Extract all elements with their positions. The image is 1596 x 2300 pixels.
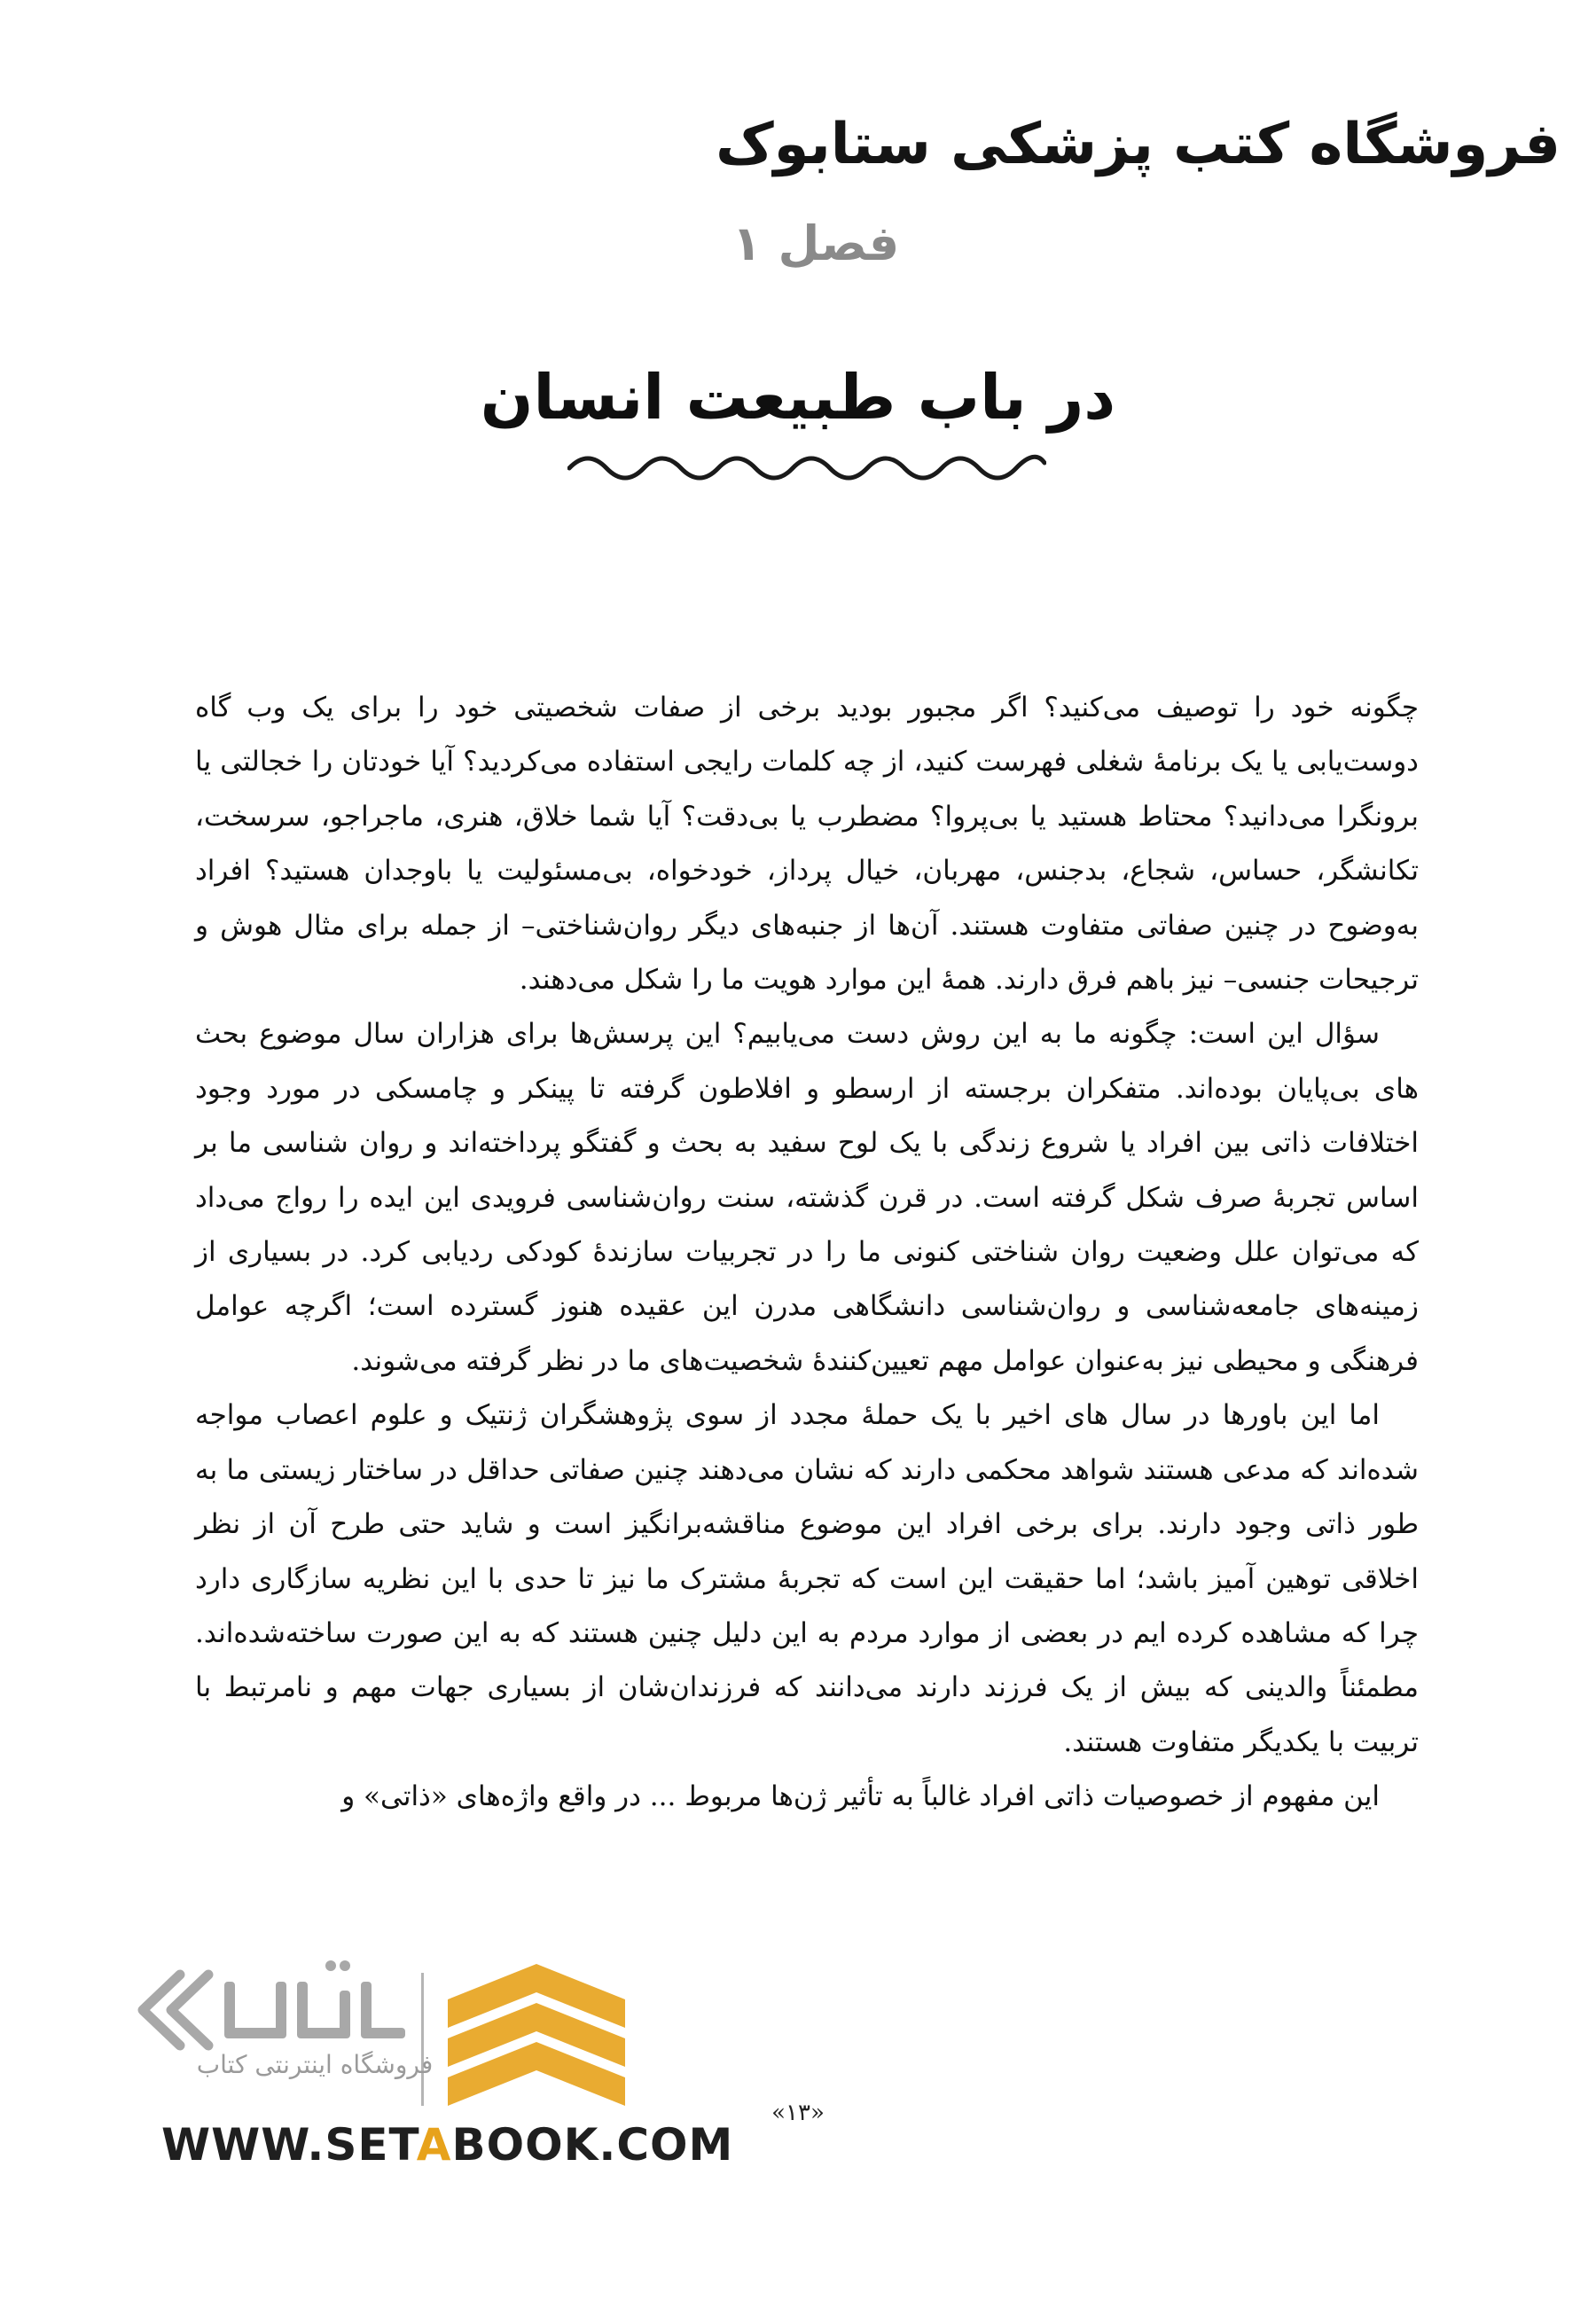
decorative-wave-divider bbox=[567, 443, 1046, 488]
website-url bbox=[161, 2119, 733, 2171]
website-prefix: WWW.SET bbox=[161, 2119, 417, 2171]
chapter-label: فصل ۱ bbox=[732, 215, 900, 271]
website-suffix: BOOK.COM bbox=[451, 2119, 734, 2171]
setabook-logo-icon bbox=[129, 1946, 696, 2132]
watermark-subtitle: فروشگاه اینترنتی کتاب bbox=[196, 2050, 434, 2079]
body-text bbox=[195, 681, 1419, 1825]
paragraph: اما این باورها در سال های اخیر با یک حملۀ مجدد از سوی پژوهشگران ژنتیک و علوم اعصاب مواجه شده‌اند که مدعی هستند شواهد محکمی دارند که نشان می‌دهند چنین صفاتی حداقل در ساختار زیستی ما به طور ذاتی وجود دارند. برای برخی افراد این موضوع مناقشه‌برانگیز است و شاید حتی طرح آن از نظر اخلاقی توهین آمیز باشد؛ اما حقیقت این است که تجربۀ مشترک ما نیز تا حدی با این نظریه سازگاری دارد چرا که مشاهده کرده ایم در بعضی از موارد مردم به این دلیل چنین هستند که به این صورت ساخته‌شده‌اند. مطمئناً والدینی که بیش از یک فرزند دارند می‌دانند که فرزندان‌شان از بسیاری جهات مهم و نامرتبط با تربیت با یکدیگر متفاوت هستند. bbox=[195, 1399, 1419, 1758]
paragraph: چگونه خود را توصیف می‌کنید؟ اگر مجبور بودید برخی از صفات شخصیتی خود را برای یک وب گاه دوست‌یابی یا یک برنامۀ شغلی فهرست کنید، از چه کلمات رایجی استفاده می‌کردید؟ آیا خودتان را خجالتی یا برونگرا می‌دانید؟ محتاط هستید یا بی‌پروا؟ مضطرب یا بی‌دقت؟ آیا شما خلاق، هنری، ماجراجو، سرسخت، تکانشگر، حساس، شجاع، بدجنس، مهربان، خیال پرداز، خودخواه، بی‌مسئولیت یا باوجدان هستید؟ افراد به‌وضوح در چنین صفاتی متفاوت هستند. آن‌ها از جنبه‌های دیگر روان‌شناختی– از جمله برای مثال هوش و ترجیحات جنسی– نیز باهم فرق دارند. همۀ این موارد هویت ما را شکل می‌دهند. bbox=[195, 692, 1419, 997]
paragraph: این مفهوم از خصوصیات ذاتی افراد غالباً به تأثیر ژن‌ها مربوط ... در واقع واژه‌های «ذاتی» و bbox=[341, 1780, 1380, 1813]
paragraph: سؤال این است: چگونه ما به این روش دست می‌یابیم؟ این پرسش‌ها برای هزاران سال موضوع بحث های بی‌پایان بوده‌اند. متفکران برجسته از ارسطو و افلاطون گرفته تا پینکر و چامسکی در مورد وجود اختلافات ذاتی بین افراد یا شروع زندگی با یک لوح سفید به بحث و گفتگو پرداخته‌اند و روان شناسی ما بر اساس تجربۀ صرف شکل گرفته است. در قرن گذشته، سنت روان‌شناسی فرویدی این ایده را رواج می‌داد که می‌توان علل وضعیت روان شناختی کنونی ما را در تجربیات سازندۀ کودکی ردیابی کرد. در بسیاری از زمینه‌های جامعه‌شناسی و روان‌شناسی دانشگاهی مدرن این عقیده هنوز گسترده است؛ اگرچه عوامل فرهنگی و محیطی نیز به‌عنوان عوامل مهم تعیین‌کنندۀ شخصیت‌های ما در نظر گرفته می‌شوند. bbox=[195, 1018, 1419, 1377]
store-header: فروشگاه کتب پزشکی ستابوک bbox=[716, 112, 1561, 177]
website-accent: A bbox=[416, 2119, 452, 2171]
page-number: «۱۳» bbox=[771, 2100, 825, 2126]
chapter-title: در باب طبیعت انسان bbox=[480, 361, 1116, 434]
